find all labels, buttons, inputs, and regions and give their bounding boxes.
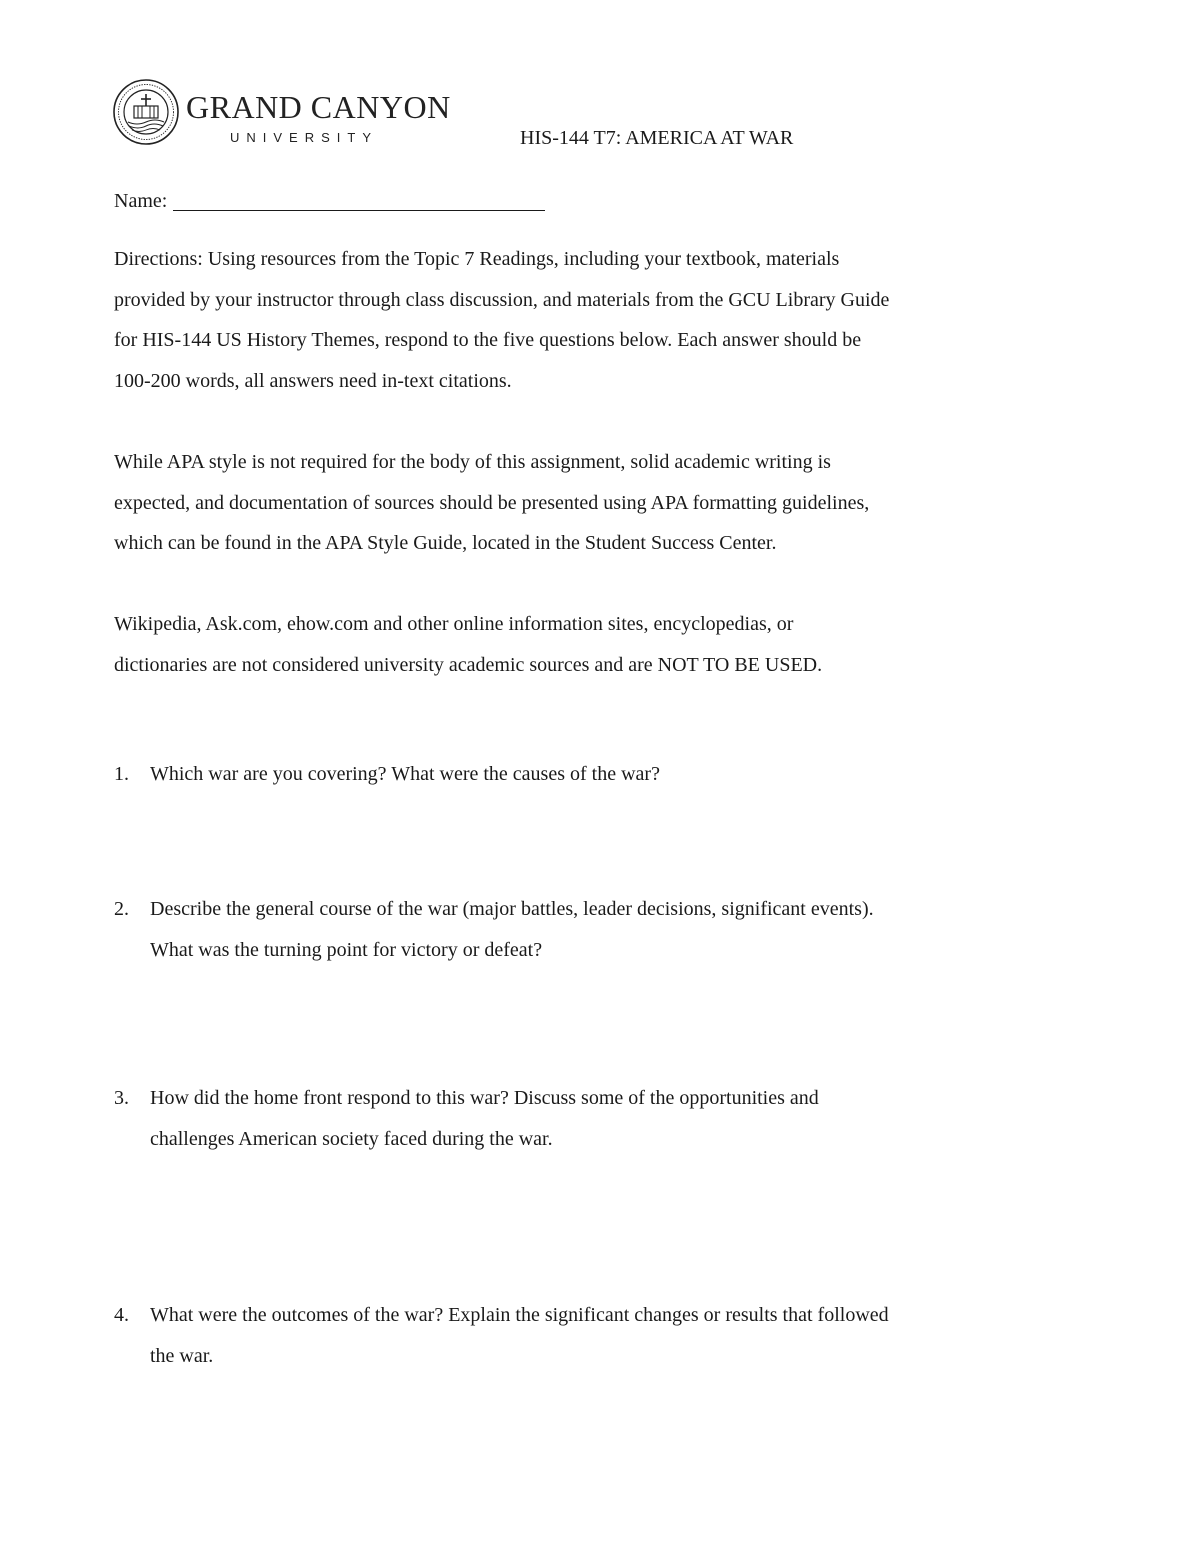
question-number: 2. [114, 898, 129, 920]
question-text-line: What were the outcomes of the war? Explain the significant changes or results that followed [150, 1304, 889, 1326]
question-text-line: Which war are you covering? What were the causes of the war? [150, 763, 660, 785]
question-text-line: How did the home front respond to this war? Discuss some of the opportunities and [150, 1087, 819, 1109]
name-row [114, 188, 545, 213]
document-title: HIS-144 T7: AMERICA AT WAR [520, 127, 794, 149]
directions-paragraph [114, 239, 1044, 402]
directions-line: for HIS-144 US History Themes, respond to the five questions below. Each answer should be [114, 329, 862, 352]
logo-wordmark: GRAND CANYON [186, 89, 451, 125]
question-text-line: Describe the general course of the war (major battles, leader decisions, significant events). [150, 898, 874, 920]
logo-subline: UNIVERSITY [230, 130, 379, 145]
question-number: 3. [114, 1087, 129, 1109]
apa-note-line: While APA style is not required for the body of this assignment, solid academic writing is [114, 451, 831, 473]
directions-line: Directions: Using resources from the Topic 7 Readings, including your textbook, materials [114, 248, 840, 270]
question-text-line: the war. [150, 1344, 214, 1367]
question-4 [114, 1295, 1054, 1376]
apa-note-paragraph [114, 442, 1044, 564]
question-text-line: challenges American society faced during the war. [150, 1127, 553, 1150]
question-text-line: What was the turning point for victory or defeat? [150, 938, 543, 961]
directions-line: 100-200 words, all answers need in-text citations. [114, 370, 512, 393]
directions-line: provided by your instructor through class discussion, and materials from the GCU Library Guide [114, 288, 890, 311]
question-number: 4. [114, 1304, 129, 1326]
sources-note-line: Wikipedia, Ask.com, ehow.com and other online information sites, encyclopedias, or [114, 613, 794, 635]
name-label: Name: [114, 190, 168, 212]
question-2 [114, 889, 1054, 970]
apa-note-line: which can be found in the APA Style Guide, located in the Student Success Center. [114, 532, 777, 555]
question-number: 1. [114, 763, 129, 785]
question-3 [114, 1078, 1054, 1159]
apa-note-line: expected, and documentation of sources should be presented using APA formatting guidelines, [114, 491, 870, 514]
sources-note-paragraph [114, 604, 1044, 685]
question-1 [114, 754, 1054, 795]
university-seal-icon [112, 76, 451, 150]
name-input-line[interactable] [173, 188, 545, 211]
sources-note-line: dictionaries are not considered university academic sources and are NOT TO BE USED. [114, 653, 823, 676]
university-logo [112, 76, 451, 150]
